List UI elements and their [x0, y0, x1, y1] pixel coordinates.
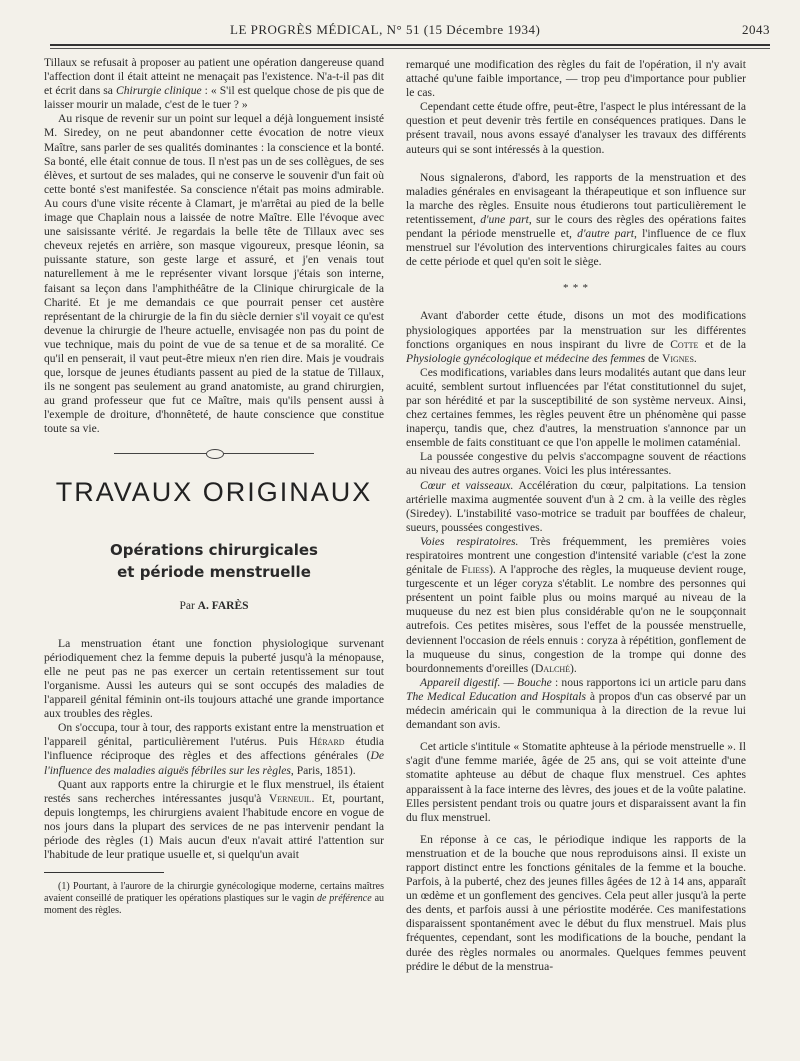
paragraph: Ces modifications, variables dans leurs modalités autant que dans leur acuité, semblent surtout influencées par l'état constitutionnel du sujet, par son hérédité et par la susceptibilité de son système nerveux. Ainsi, chez certaines femmes, les règles peuvent être un phénomène qui passe inaperçu, tandis que, chez d'autres, la menstruation s'annonce par un ensemble de faits constituant ce que l'on appelle le molimen cataménial.	[406, 365, 746, 450]
paragraph: Voies respiratoires. Très fréquemment, les premières voies respiratoires montrent une congestion d'intensité variable (c'est la zone génitale de Fliess). A l'approche des règles, la muqueuse devient rouge, turgescente et un léger coryza s'établit. Le nombre des personnes qui présentent un point faible plus ou moins marqué au niveau de la muqueuse du nez est bien plus considérable qu'on ne le soupçonnait autrefois. Ces petites misères, sous l'effet de la poussée menstruelle, deviennent l'occasion de réels ennuis : coryza à répétition, gonflement de la muqueuse du sinus, congestion de la trompe qui donne des bourdonnements d'oreilles (Dalché).	[406, 534, 746, 675]
paragraph: Cependant cette étude offre, peut-être, l'aspect le plus intéressant de la question et peut devenir très fertile en conséquences pratiques. Dans le présent travail, nous avons essayé d'analyser les travaux des différents auteurs qui se sont intéressés à la question.	[406, 100, 746, 156]
paragraph: Avant d'aborder cette étude, disons un mot des modifications physiologiques apportées par la menstruation sur les différentes fonctions organiques en nous inspirant du livre de Cotte et de la Physiologie gynécologique et médecine des femmes de Vignes.	[406, 309, 746, 365]
paragraph: La menstruation étant une fonction physiologique survenant périodiquement chez la femme depuis la puberté jusqu'à la ménopause, elle ne peut pas ne pas exercer un certain retentissement sur tout l'organisme. Aussi les auteurs qui se sont occupés des maladies de l'appareil génital féminin ont-ils toujours attaché une grande importance aux troubles des règles.	[44, 636, 384, 721]
running-title: LE PROGRÈS MÉDICAL, N° 51 (15 Décembre 1934)	[230, 22, 541, 37]
section-title: TRAVAUX ORIGINAUX	[55, 476, 373, 507]
paragraph: Cœur et vaisseaux. Accélération du cœur, palpitations. La tension artérielle maxima augmentée souvent d'un à 2 cm. à la veille des règles (Siredey). L'instabilité vaso-motrice se traduit par bouffées de chaleur, sueurs, poussées congestives.	[406, 478, 746, 534]
paragraph: Cet article s'intitule « Stomatite aphteuse à la période menstruelle ». Il s'agit d'une femme mariée, âgée de 25 ans, qui se voit atteinte d'une stomatite aphteuse au début de chaque flux menstruel. Ces aphtes apparaissent à la face interne des lèvres, des joues et de la voûte palatine. Elles persistent pendant trois ou quatre jours et disparaissent avant la fin du flux menstruel.	[406, 740, 746, 824]
asterism: * * *	[563, 282, 589, 295]
footnote-rule	[44, 872, 164, 873]
header-rule	[50, 44, 770, 46]
paragraph: En réponse à ce cas, le périodique indique les rapports de la menstruation et de la bouche que nous reproduisons ainsi. Il existe un rapport distinct entre les fonctions génitales de la femme et la bouche. Parfois, à la puberté, chez des jeunes filles âgées de 12 à 14 ans, apparaît un œdème et un gonflement des gencives. Cela peut aller jusqu'à la perte des dents, et parfois aussi à une périostite modérée. Ces manifestations disparaissent spontanément avec le début du flux menstruel. Mais plus fréquentes, cependant, sont les modifications de la bouche, pendant la durée des règles normales ou anormales. Quelques femmes peuvent prédire le début de la menstrua-	[406, 832, 746, 973]
paragraph: Au risque de revenir sur un point sur lequel a déjà longuement insisté M. Siredey, on ne peut abandonner cette évocation de notre vieux Maître, sans parler de ses qualités dominantes : la conscience et la bonté. Sa bonté, elle était connue de tous. Il n'est pas un de ses collègues, de ses élèves, et surtout de ses malades, qui ne conserve le souvenir d'un fait où cette bonté s'est manifestée. Sa conscience n'était pas moins admirable. Au cours d'une visite récente à Clamart, je m'arrêtai au pied de la belle image que Chaplain nous a laissée de notre Maître. Elle l'évoque avec une saisissante vérité. Je regardais la belle tête de Tillaux avec ses cheveux rejetés en arrière, son masque vigoureux, presque léonin, sa puissante stature, son geste large et assuré, et j'en venais tout naturellement à me le représenter vivant lorsque j'étais son interne, faisant sa leçon dans l'amphithéâtre de la Clinique chirurgicale de la Charité. Et je me demandais ce que pourrait penser cet austère représentant de la chirurgie de la fin du siècle dernier s'il voyait ce qu'est devenue la chirurgie de l'heure actuelle, envisagée non pas du point de vue technique, mais du point de vue de sa tenue et de sa moralité. Ce qu'il en penserait, il vaut peut-être mieux n'en rien dire. Mais je voudrais que, lorsque de jeunes étudiants passent au pied de la statue de Tillaux, ils ne songent pas seulement au grand anatomiste, au grand chirurgien, au grand professeur que fut ce Maître, mais qu'ils pensent aussi à l'exemple de droiture, d'honnêteté, de haute conscience que constitue toute sa vie.	[44, 112, 384, 436]
ornament-divider	[114, 449, 314, 459]
author-byline: Par A. FARÈS	[179, 599, 249, 612]
paragraph: La poussée congestive du pelvis s'accompagne souvent de réactions au niveau des autres organes. Voici les plus intéressantes.	[406, 450, 746, 478]
paragraph: Nous signalerons, d'abord, les rapports de la menstruation et des maladies générales en envisageant la thérapeutique et son influence sur la marche des règles. Ensuite nous étudierons tout particulièrement le retentissement, d'une part, sur le cours des règles des opérations faites pendant la période menstruelle et, d'autre part, l'influence de ce flux menstruel sur l'évolution des interventions chirurgicales faites au cours de cette période et quel qu'en soit le siège.	[406, 170, 747, 269]
header-rule-thin	[50, 48, 770, 49]
footnote: (1) Pourtant, à l'aurore de la chirurgie gynécologique moderne, certains maîtres avaient conseillé de pratiquer les opérations plastiques sur le vagin de préférence au moment des règles.	[44, 881, 385, 917]
right-column	[406, 58, 746, 974]
paragraph: remarqué une modification des règles du fait de l'opération, il n'y avait attaché qu'une faible importance, — trop peu d'importance pour publier le cas.	[406, 58, 746, 100]
article-title: Opérations chirurgicales et période menstruelle	[110, 540, 318, 581]
left-column	[44, 56, 384, 917]
page-header	[50, 22, 770, 40]
paragraph: Appareil digestif. — Bouche : nous rapportons ici un article paru dans The Medical Education and Hospitals à propos d'un cas observé par un médecin américain qui le communiqua à la direction de la revue lui demandant son avis.	[406, 675, 746, 732]
paragraph: On s'occupa, tour à tour, des rapports existant entre la menstruation et l'appareil génital, particulièrement l'utérus. Puis Hérard étudia l'influence réciproque des règles et des affections générales (De l'influence des maladies aiguës fébriles sur les règles, Paris, 1851).	[44, 721, 385, 777]
paragraph: Tillaux se refusait à proposer au patient une opération dangereuse quand l'affection dont il était atteint ne menaçait pas l'existence. N'a-t-il pas dit et écrit dans sa Chirurgie clinique : « S'il est quelque chose de pis que de laisser mourir un malade, c'est de le tuer ? »	[44, 56, 384, 112]
page-number: 2043	[742, 22, 770, 37]
paragraph: Quant aux rapports entre la chirurgie et le flux menstruel, ils étaient restés sans recherches intéressantes jusqu'à Verneuil. Et, pourtant, depuis longtemps, les chirurgiens avaient l'habitude encore en vogue de nos jours dans la plupart des services de ne pas intervenir pendant la période des règles (1) Mais aucun d'eux n'avait attiré l'attention sur l'habitude de leur pratique usuelle et, si quelqu'un avait	[44, 777, 384, 862]
